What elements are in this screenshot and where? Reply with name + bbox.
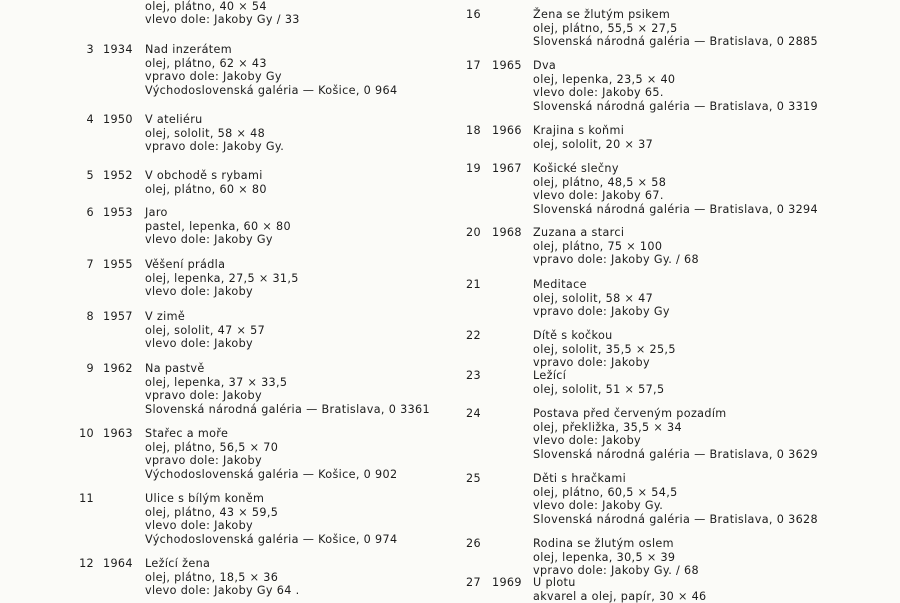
entry-detail-line: olej, překližka, 35,5 × 34 [533,420,682,434]
entry-detail-line: vlevo dole: Jakoby [145,337,253,351]
entry-detail-line: pastel, lepenka, 60 × 80 [145,219,291,233]
entry-detail-line: Slovenská národná galéria — Bratislava, 0 3294 [533,202,818,216]
entry-body [533,124,653,151]
entry-title: Dítě s kočkou [533,329,613,342]
entry-number: 20 [466,226,481,239]
entry-year: 1965 [492,59,522,72]
entry-detail-line: vlevo dole: Jakoby Gy 64 . [145,584,300,598]
entry-title: Ležící žena [145,557,211,570]
entry-body [533,407,818,461]
entry-title: Děti s hračkami [533,472,627,485]
entry-detail-line: vlevo dole: Jakoby Gy / 33 [145,13,300,27]
entry-number: 5 [86,169,94,182]
entry-detail-line: olej, plátno, 18,5 × 36 [145,570,279,584]
entry-title: Meditace [533,278,587,291]
entry-year: 1969 [492,576,522,589]
entry-body [145,169,267,196]
entry-detail-line: vpravo dole: Jakoby Gy. [145,140,285,154]
entry-number: 6 [86,206,94,219]
entry-detail-line: vpravo dole: Jakoby Gy. / 68 [533,564,699,578]
entry-body [533,576,707,603]
entry-body [533,472,818,526]
entry-title: Ležící [533,369,567,382]
entry-detail-line: vpravo dole: Jakoby [533,356,650,370]
entry-title: Krajina s koňmi [533,124,625,137]
entry-number: 17 [466,59,481,72]
entry-title: Zuzana a starci [533,226,625,239]
entry-detail-line: vpravo dole: Jakoby [145,389,262,403]
entry-detail-line: olej, sololit, 20 × 37 [533,137,654,151]
entry-title: V ateliéru [145,113,203,126]
entry-number: 25 [466,472,481,485]
entry-number: 27 [466,576,481,589]
entry-detail-line: vlevo dole: Jakoby 65. [533,86,664,100]
entry-detail-line: olej, plátno, 75 × 100 [533,239,663,253]
entry-detail-line: olej, sololit, 35,5 × 25,5 [533,342,676,356]
entry-detail-line: olej, plátno, 43 × 59,5 [145,505,279,519]
entry-title: Postava před červeným pozadím [533,407,727,420]
entry-body [145,113,284,154]
entry-detail-line: olej, lepenka, 30,5 × 39 [533,550,676,564]
entry-number: 18 [466,124,481,137]
entry-number: 8 [86,310,94,323]
entry-title: Na pastvě [145,362,205,375]
entry-year: 1957 [103,310,133,323]
entry-number: 26 [466,537,481,550]
entry-year: 1934 [103,43,133,56]
entry-detail-line: Slovenská národná galéria — Bratislava, 0 3628 [533,512,818,526]
entry-year: 1964 [103,557,133,570]
entry-detail-line: olej, plátno, 60 × 80 [145,182,267,196]
entry-detail-line: olej, sololit, 58 × 48 [145,126,266,140]
entry-title: Nad inzerátem [145,43,233,56]
entry-body [533,329,676,370]
entry-number: 22 [466,329,481,342]
entry-year: 1968 [492,226,522,239]
entry-detail-line: Východoslovenská galéria — Košice, 0 964 [145,83,398,97]
entry-title: Dva [533,59,557,72]
entry-title: Rodina se žlutým oslem [533,537,674,550]
entry-title: Košické slečny [533,162,619,175]
entry-body [145,43,397,97]
entry-body [533,8,818,49]
entry-body [533,369,664,396]
entry-title: V obchodě s rybami [145,169,263,182]
entry-number: 9 [86,362,94,375]
entry-number: 24 [466,407,481,420]
entry-body [145,557,300,598]
entry-detail-line: olej, sololit, 58 × 47 [533,291,654,305]
entry-detail-line: olej, plátno, 48,5 × 58 [533,175,667,189]
entry-body [533,278,670,319]
entry-detail-line: Východoslovenská galéria — Košice, 0 902 [145,467,398,481]
entry-body [145,206,291,247]
entry-title: Věšení prádla [145,258,226,271]
entry-year: 1955 [103,258,133,271]
entry-body [533,537,699,578]
entry-detail-line: Východoslovenská galéria — Košice, 0 974 [145,532,398,546]
entry-detail-line: olej, lepenka, 37 × 33,5 [145,375,288,389]
entry-detail-line: olej, plátno, 55,5 × 27,5 [533,21,678,35]
entry-detail-line: Slovenská národná galéria — Bratislava, 0 3629 [533,447,818,461]
entry-detail-line: olej, sololit, 47 × 57 [145,323,266,337]
entry-detail-line: olej, plátno, 62 × 43 [145,56,267,70]
entry-detail-line: vlevo dole: Jakoby Gy. [533,499,664,513]
entry-body [533,59,818,113]
entry-number: 21 [466,278,481,291]
entry-detail-line: olej, sololit, 51 × 57,5 [533,382,665,396]
entry-title: Ulice s bílým koněm [145,492,265,505]
entry-detail-line: olej, lepenka, 27,5 × 31,5 [145,271,299,285]
entry-number: 7 [86,258,94,271]
entry-detail-line: vpravo dole: Jakoby Gy [533,305,670,319]
entry-detail-line: vlevo dole: Jakoby Gy [145,233,273,247]
entry-detail-line: vlevo dole: Jakoby 67. [533,189,664,203]
entry-number: 11 [79,492,94,505]
entry-title: V zimě [145,310,186,323]
entry-detail-line: olej, lepenka, 23,5 × 40 [533,72,676,86]
entry-body [533,162,818,216]
entry-detail-line: vpravo dole: Jakoby [145,454,262,468]
entry-year: 1953 [103,206,133,219]
entry-number: 23 [466,369,481,382]
entry-detail-line: vpravo dole: Jakoby Gy. / 68 [533,253,699,267]
entry-body [145,258,299,299]
entry-title: U plotu [533,576,576,589]
entry-year: 1963 [103,427,133,440]
entry-detail-line: Slovenská národná galéria — Bratislava, 0 3319 [533,99,818,113]
entry-detail-line: vpravo dole: Jakoby Gy [145,70,282,84]
entry-body [533,226,699,267]
entry-title: Žena se žlutým psikem [533,8,671,21]
entry-body [145,310,265,351]
entry-detail-line: Slovenská národná galéria — Bratislava, 0 2885 [533,35,818,49]
entry-body [145,0,300,27]
entry-year: 1962 [103,362,133,375]
entry-body [145,362,430,416]
entry-detail-line: vlevo dole: Jakoby [145,519,253,533]
entry-detail-line: olej, plátno, 40 × 54 [145,0,267,13]
entry-detail-line: olej, plátno, 60,5 × 54,5 [533,485,678,499]
entry-number: 16 [466,8,481,21]
entry-number: 12 [79,557,94,570]
entry-year: 1966 [492,124,522,137]
entry-number: 4 [86,113,94,126]
entry-body [145,427,397,481]
entry-detail-line: Slovenská národná galéria — Bratislava, 0 3361 [145,402,430,416]
entry-detail-line: vlevo dole: Jakoby [145,285,253,299]
entry-year: 1952 [103,169,133,182]
entry-detail-line: vlevo dole: Jakoby [533,434,641,448]
entry-year: 1950 [103,113,133,126]
entry-detail-line: akvarel a olej, papír, 30 × 46 [533,589,707,603]
entry-title: Jaro [145,206,168,219]
entry-body [145,492,397,546]
entry-number: 10 [79,427,94,440]
entry-number: 19 [466,162,481,175]
entry-title: Stařec a moře [145,427,229,440]
entry-detail-line: olej, plátno, 56,5 × 70 [145,440,279,454]
entry-year: 1967 [492,162,522,175]
entry-number: 3 [86,43,94,56]
